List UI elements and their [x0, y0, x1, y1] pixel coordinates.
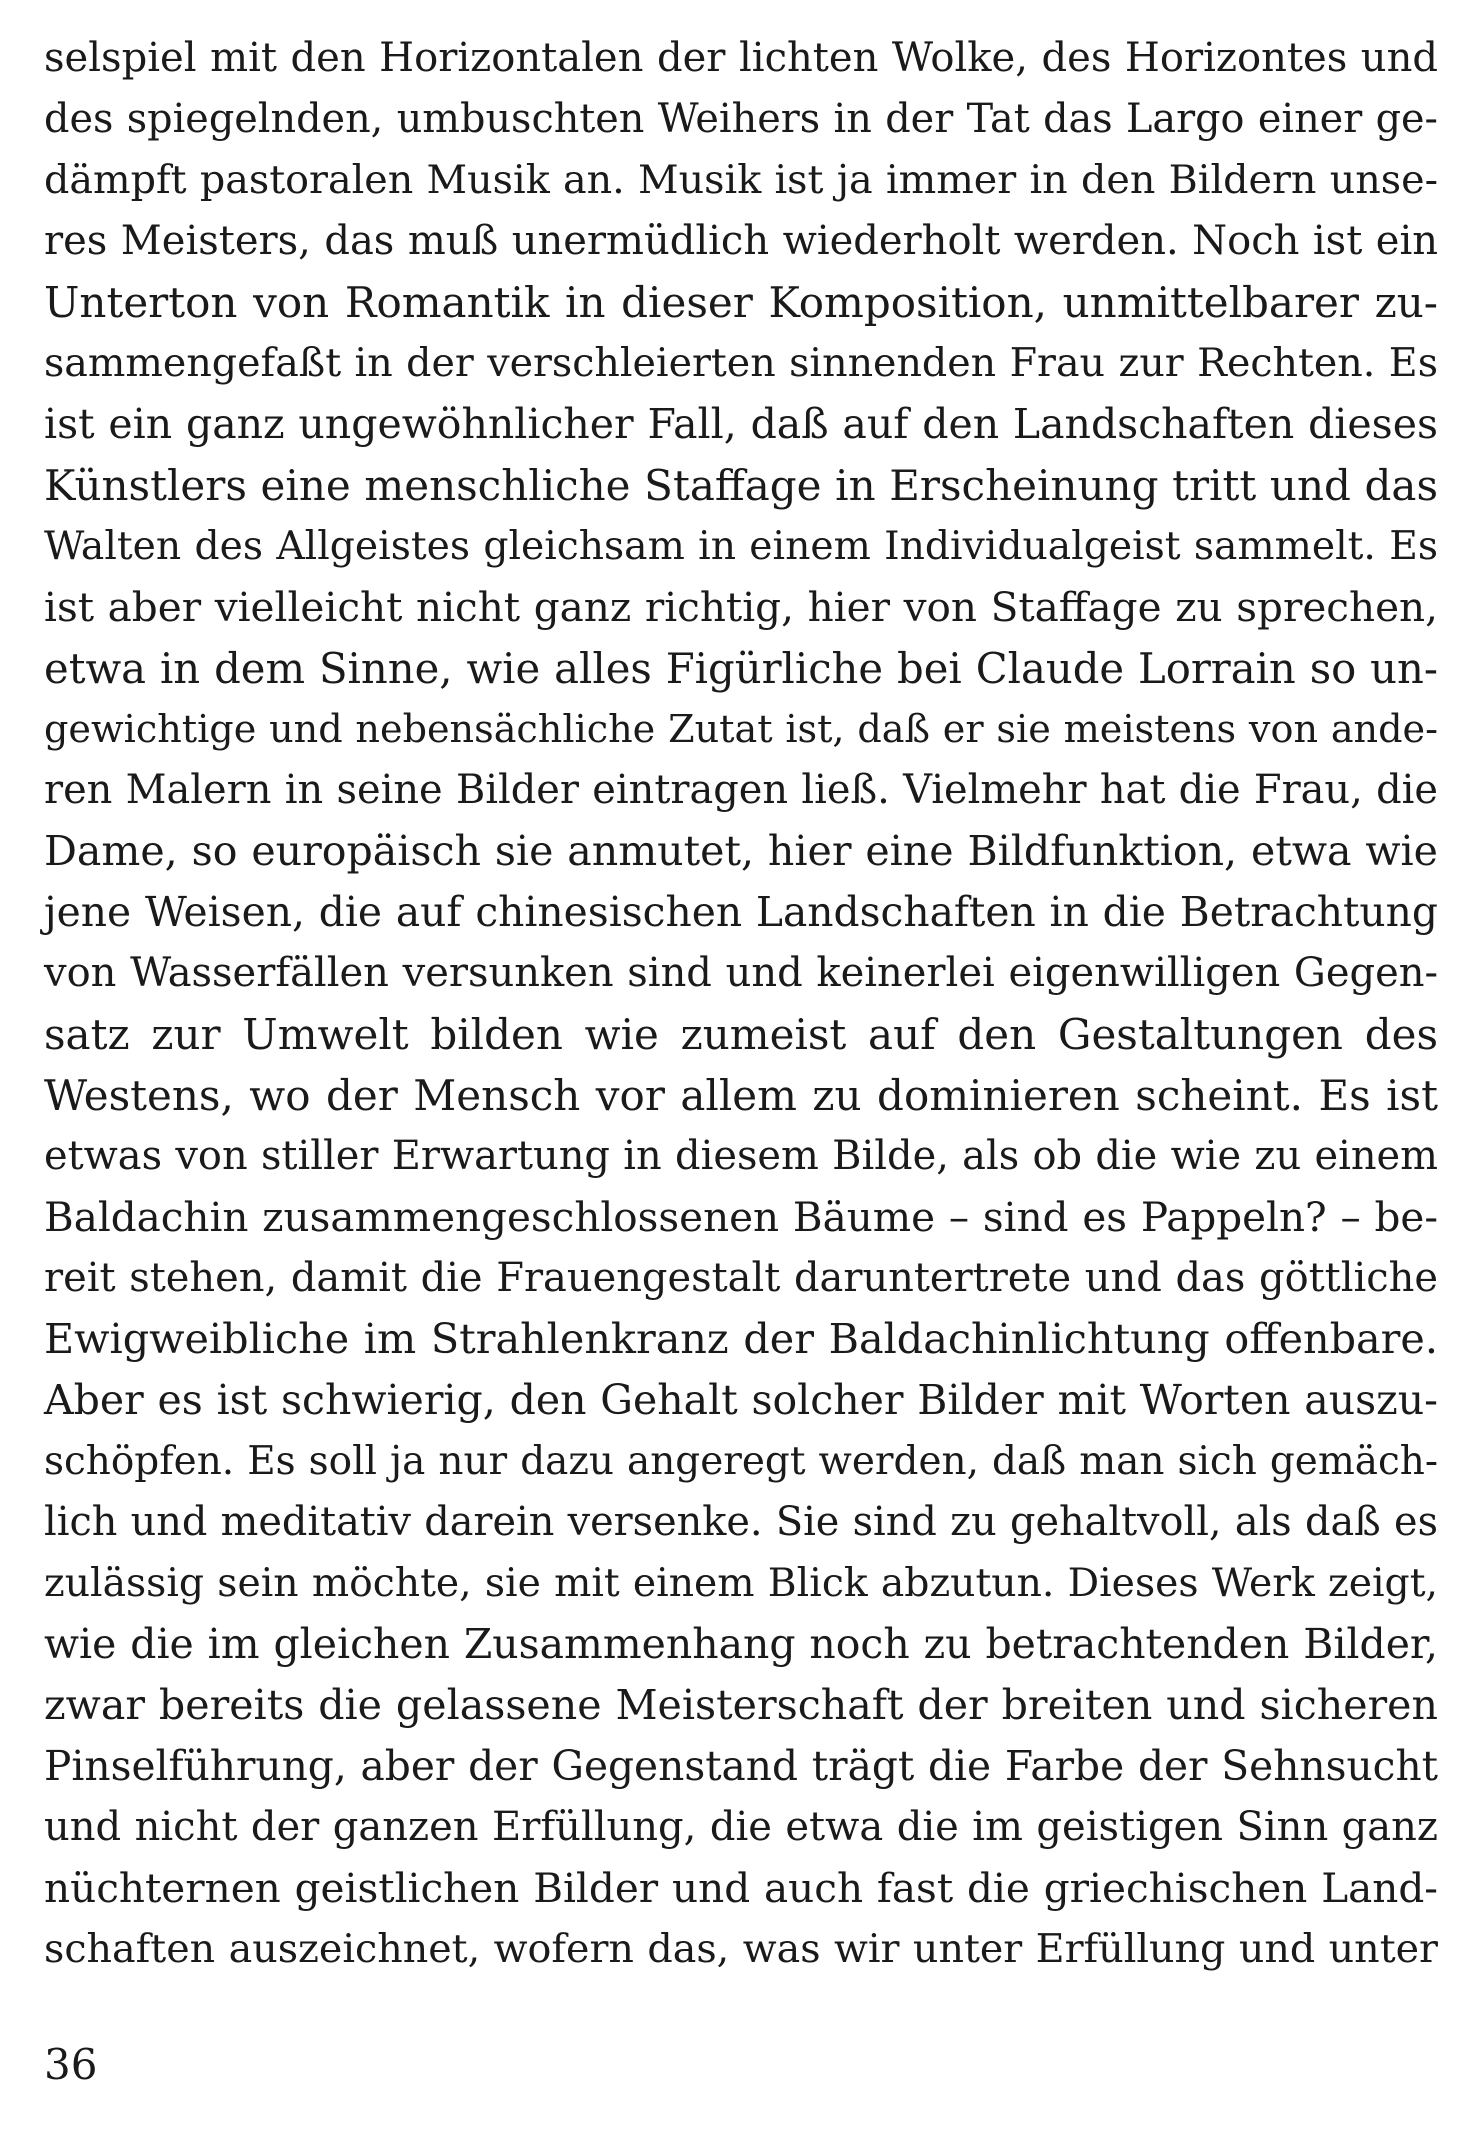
- text-line: Westens, wo der Mensch vor allem zu dominieren scheint. Es ist: [44, 1071, 1438, 1120]
- text-line: zulässig sein möchte, sie mit einem Blick abzutun. Dieses Werk zeigt,: [44, 1561, 1438, 1606]
- text-line: zwar bereits die gelassene Meisterschaft der breiten und sicheren: [44, 1681, 1438, 1729]
- text-line: gewichtige und nebensächliche Zutat ist, daß er sie meistens von ande-: [44, 707, 1438, 751]
- text-line: von Wasserfällen versunken sind und keinerlei eigenwilligen Gegen-: [44, 950, 1438, 996]
- text-line: des spiegelnden, umbuschten Weihers in der Tat das Largo einer ge-: [44, 96, 1438, 142]
- text-line: schöpfen. Es soll ja nur dazu angeregt werden, daß man sich gemäch-: [44, 1439, 1438, 1484]
- text-line: Baldachin zusammengeschlossenen Bäume – sind es Pappeln? – be-: [44, 1193, 1438, 1241]
- text-line: etwa in dem Sinne, wie alles Figürliche bei Claude Lorrain so un-: [44, 644, 1438, 693]
- text-line: sammengefaßt in der verschleierten sinnenden Frau zur Rechten. Es: [44, 340, 1438, 386]
- text-line: res Meisters, das muß unermüdlich wiederholt werden. Noch ist ein: [44, 218, 1438, 264]
- text-line: nüchternen geistlichen Bilder und auch fast die griechischen Land-: [44, 1864, 1438, 1912]
- text-line: Pinselführung, aber der Gegenstand trägt die Farbe der Sehnsucht: [44, 1742, 1438, 1790]
- text-line: jene Weisen, die auf chinesischen Landschaften in die Betrachtung: [44, 888, 1438, 936]
- text-line: Unterton von Romantik in dieser Komposition, unmittelbarer zu-: [44, 278, 1438, 327]
- text-line: dämpft pastoralen Musik an. Musik ist ja immer in den Bildern unse-: [44, 157, 1438, 203]
- text-line: Aber es ist schwierig, den Gehalt solcher Bilder mit Worten auszu-: [44, 1376, 1438, 1424]
- text-line: Dame, so europäisch sie anmutet, hier eine Bildfunktion, etwa wie: [44, 827, 1438, 875]
- page-number: 36: [44, 2040, 98, 2089]
- text-line: ist ein ganz ungewöhnlicher Fall, daß auf den Landschaften dieses: [44, 400, 1438, 448]
- text-line: satz zur Umwelt bilden wie zumeist auf den Gestaltungen des: [44, 1010, 1438, 1059]
- text-line: und nicht der ganzen Erfüllung, die etwa die im geistigen Sinn ganz: [44, 1804, 1438, 1850]
- text-line: ren Malern in seine Bilder eintragen ließ. Vielmehr hat die Frau, die: [44, 767, 1438, 813]
- body-text: [44, 28, 1438, 1980]
- text-line: Künstlers eine menschliche Staffage in Erscheinung tritt und das: [44, 461, 1438, 510]
- text-line: ist aber vielleicht nicht ganz richtig, hier von Staffage zu sprechen,: [44, 583, 1438, 631]
- text-line: selspiel mit den Horizontalen der lichten Wolke, des Horizontes und: [44, 35, 1438, 81]
- text-line: lich und meditativ darein versenke. Sie sind zu gehaltvoll, als daß es: [44, 1499, 1438, 1545]
- text-line: etwas von stiller Erwartung in diesem Bilde, als ob die wie zu einem: [44, 1133, 1438, 1179]
- text-line: Walten des Allgeistes gleichsam in einem Individualgeist sammelt. Es: [44, 524, 1438, 569]
- text-line: Ewigweibliche im Strahlenkranz der Baldachinlichtung offenbare.: [44, 1315, 1438, 1363]
- text-line: reit stehen, damit die Frauengestalt daruntertrete und das göttliche: [44, 1255, 1438, 1301]
- text-line: schaften auszeichnet, wofern das, was wir unter Erfüllung und unter: [44, 1926, 1438, 1972]
- text-line: wie die im gleichen Zusammenhang noch zu betrachtenden Bilder,: [44, 1620, 1438, 1668]
